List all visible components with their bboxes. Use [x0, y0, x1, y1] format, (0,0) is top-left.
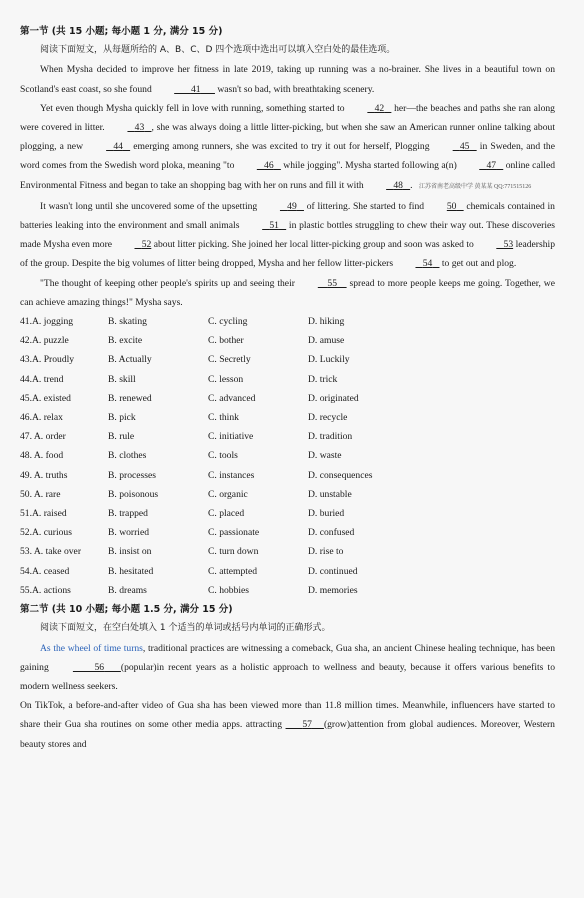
- text: Yet even though Mysha quickly fell in love with running, something started to: [40, 102, 345, 114]
- blank-54: [395, 254, 439, 273]
- text: , traditional practices are witnessing a comeback, Gua sha, an ancient Chinese healing technique, has been gaining: [20, 642, 555, 673]
- exam-content: [20, 22, 555, 754]
- option-b: B. renewed: [108, 392, 152, 404]
- option-row: [20, 427, 555, 446]
- option-b: B. hesitated: [108, 565, 154, 577]
- option-c: C. organic: [208, 488, 248, 500]
- blank-number: 57: [302, 719, 312, 731]
- watermark: 江苏省南老高级中学 黄某某 QQ:771515126: [418, 183, 532, 190]
- section1-header: 第一节 (共 15 小题; 每小题 1 分, 满分 15 分): [20, 26, 223, 37]
- option-a: 55.A. actions: [20, 584, 71, 596]
- option-c: C. attempted: [208, 565, 258, 577]
- blank-number: 41: [190, 83, 201, 95]
- option-c: C. hobbies: [208, 584, 250, 596]
- option-c: C. initiative: [208, 431, 254, 443]
- text: while jogging". Mysha started following a(n): [283, 160, 457, 172]
- text: emerging among runners, she was excited to try it out for herself, Plogging: [133, 141, 430, 153]
- blank-45: [433, 137, 477, 156]
- blank-43: [107, 118, 151, 137]
- option-a: 47. A. order: [20, 431, 66, 443]
- blank-number: 43: [134, 122, 145, 134]
- text: online called Environmental Fitness and began to take an shopping bag with her on runs and fill it with: [20, 160, 555, 191]
- blank-number: 49: [287, 200, 297, 212]
- option-c: C. Secretly: [208, 354, 251, 366]
- option-c: C. lesson: [208, 373, 244, 385]
- text: "The thought of keeping other people's spirits up and seeing their: [40, 277, 295, 289]
- option-c: C. turn down: [208, 546, 259, 558]
- option-row: [20, 370, 555, 389]
- option-d: D. confused: [308, 527, 355, 539]
- option-a: 48. A. food: [20, 450, 64, 462]
- option-b: B. rule: [108, 431, 135, 443]
- text: wasn't so bad, with breathtaking scenery.: [217, 83, 375, 95]
- blank-51: [242, 216, 286, 235]
- blank-48: [366, 176, 413, 195]
- option-row: [20, 350, 555, 369]
- option-row: [20, 485, 555, 504]
- text: in Sweden, and the word comes from the Swedish word ploka, meaning "to: [20, 141, 555, 172]
- option-a: 54.A. ceased: [20, 565, 70, 577]
- option-b: B. dreams: [108, 584, 147, 596]
- option-a: 41.A. jogging: [20, 316, 74, 328]
- option-d: D. amuse: [308, 335, 345, 347]
- blank-53: [476, 235, 513, 254]
- option-a: 45.A. existed: [20, 392, 71, 404]
- passage2-paragraph-1: [20, 639, 555, 697]
- text: It wasn't long until she uncovered some of the upsetting: [40, 200, 258, 212]
- option-a: 42.A. puzzle: [20, 335, 69, 347]
- option-d: D. memories: [308, 584, 358, 596]
- option-row: [20, 408, 555, 427]
- blank-number: 50: [446, 200, 457, 212]
- option-d: D. Luckily: [308, 354, 350, 366]
- option-c: C. passionate: [208, 527, 260, 539]
- text: .: [410, 179, 413, 191]
- blank-number: 47: [486, 160, 497, 172]
- option-a: 46.A. relax: [20, 412, 63, 424]
- option-b: B. clothes: [108, 450, 147, 462]
- option-a: 43.A. Proudly: [20, 354, 75, 366]
- blank-44: [86, 137, 130, 156]
- option-c: C. tools: [208, 450, 238, 462]
- blank-57: [286, 715, 324, 734]
- blank-55: [298, 274, 347, 293]
- option-c: C. bother: [208, 335, 244, 347]
- text: about litter picking. She joined her local litter-picking group and soon was asked to: [153, 239, 474, 251]
- option-b: B. worried: [108, 527, 150, 539]
- text: in plastic bottles struggling to chew their way out. These discoveries made Mysha even more: [20, 220, 555, 251]
- option-d: D. consequences: [308, 469, 373, 481]
- option-b: B. pick: [108, 412, 136, 424]
- option-b: B. insist on: [108, 546, 152, 558]
- text: spread to more people keeps me going. Together, we can achieve amazing things!" Mysha says.: [20, 277, 555, 308]
- text: When Mysha decided to improve her fitness in late 2019, taking up running was a no-brainer. She lives in a beautiful town on Scotland's east coast, so she found: [20, 64, 555, 95]
- option-a: 51.A. raised: [20, 508, 67, 520]
- option-row: [20, 446, 555, 465]
- blank-41: [154, 80, 215, 99]
- option-row: [20, 542, 555, 561]
- option-row: [20, 389, 555, 408]
- option-a: 53. A. take over: [20, 546, 82, 558]
- blank-number: 54: [422, 258, 433, 270]
- text: of littering. She started to find: [306, 200, 425, 212]
- blank-number: 46: [264, 160, 274, 172]
- options-list: [20, 312, 555, 600]
- option-row: [20, 504, 555, 523]
- passage1-paragraph-2: [20, 99, 555, 197]
- passage2-paragraph-2: [20, 696, 555, 754]
- passage1-paragraph-4: [20, 274, 555, 312]
- option-b: B. trapped: [108, 508, 148, 520]
- blank-49: [260, 197, 304, 216]
- option-b: B. skating: [108, 316, 147, 328]
- text: chemicals contained in batteries leaking into the environment and small animals: [20, 200, 555, 232]
- option-d: D. originated: [308, 392, 359, 404]
- option-row: [20, 331, 555, 350]
- highlighted-text: As the wheel of time turns: [40, 642, 143, 654]
- option-b: B. poisonous: [108, 488, 159, 500]
- blank-number: 42: [374, 102, 385, 114]
- option-d: D. hiking: [308, 316, 345, 328]
- option-d: D. recycle: [308, 412, 348, 424]
- option-d: D. continued: [308, 565, 358, 577]
- option-a: 44.A. trend: [20, 373, 64, 385]
- option-d: D. unstable: [308, 488, 352, 500]
- option-row: [20, 581, 555, 600]
- option-row: [20, 466, 555, 485]
- text: On TikTok, a before-and-after video of Gua sha has been viewed more than 11.8 million times. Meanwhile, influencers have started to share their Gua sha routines on some other media apps. attracting: [20, 700, 555, 731]
- passage1-paragraph-1: [20, 60, 555, 98]
- option-d: D. trick: [308, 373, 338, 385]
- option-row: [20, 312, 555, 331]
- text: her—the beaches and paths she ran along were covered in litter.: [20, 102, 555, 134]
- section2-instruction: 阅读下面短文，在空白处填入 1 个适当的单词或括号内单词的正确形式。: [40, 623, 331, 634]
- option-row: [20, 523, 555, 542]
- option-c: C. think: [208, 412, 239, 424]
- option-row: [20, 562, 555, 581]
- text: , she was always doing a little litter-picking, but when she saw an American runner online talking about plogging, a new: [20, 122, 555, 153]
- option-b: B. skill: [108, 373, 136, 385]
- blank-46: [237, 156, 281, 175]
- option-b: B. processes: [108, 469, 156, 481]
- section2-header: 第二节 (共 10 小题; 每小题 1.5 分, 满分 15 分): [20, 604, 233, 616]
- text: to get out and plog.: [441, 258, 517, 270]
- option-a: 50. A. rare: [20, 488, 61, 500]
- text: (popular)in recent years as a holistic approach to wellness and beauty, because it offers various benefits to modern wellness seekers.: [20, 661, 555, 692]
- option-d: D. waste: [308, 450, 342, 462]
- blank-number: 55: [327, 277, 337, 289]
- option-a: 49. A. truths: [20, 469, 68, 481]
- blank-50: [427, 197, 464, 216]
- blank-number: 53: [503, 239, 514, 251]
- option-c: C. placed: [208, 508, 245, 520]
- blank-number: 52: [141, 239, 152, 251]
- blank-number: 56: [94, 661, 105, 673]
- option-c: C. cycling: [208, 316, 248, 328]
- option-d: D. rise to: [308, 546, 344, 558]
- passage1-paragraph-3: [20, 197, 555, 274]
- blank-42: [347, 99, 391, 118]
- text: (grow)attention from global audiences. Moreover, Western beauty stores and: [20, 719, 555, 750]
- option-c: C. advanced: [208, 392, 256, 404]
- option-a: 52.A. curious: [20, 527, 72, 539]
- option-c: C. instances: [208, 469, 255, 481]
- section1-instruction: 阅读下面短文，从每题所给的 A、B、C、D 四个选项中选出可以填入空白处的最佳选项。: [40, 45, 396, 56]
- blank-number: 48: [393, 179, 403, 191]
- blank-number: 44: [113, 141, 123, 153]
- blank-47: [459, 156, 503, 175]
- option-d: D. tradition: [308, 431, 353, 443]
- blank-56: [53, 658, 121, 677]
- blank-number: 45: [459, 141, 470, 153]
- blank-number: 51: [269, 220, 279, 232]
- blank-52: [115, 235, 152, 254]
- option-d: D. buried: [308, 508, 345, 520]
- text: leadership of the group. Despite the big volumes of litter being dropped, Mysha and her fellow litter-pickers: [20, 239, 555, 270]
- option-b: B. Actually: [108, 354, 152, 366]
- option-b: B. excite: [108, 335, 143, 347]
